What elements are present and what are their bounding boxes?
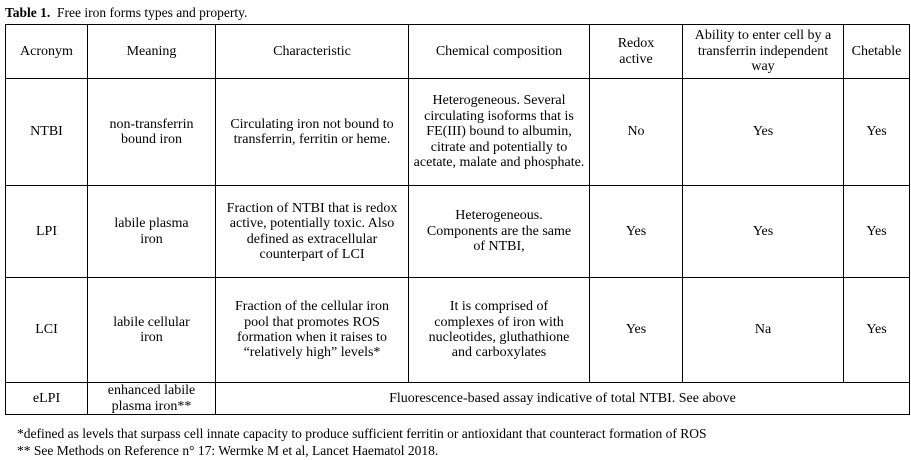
cell-redox: Yes [590, 186, 683, 278]
table-row [6, 278, 910, 383]
caption-label: Table 1. [5, 5, 51, 20]
iron-forms-table [5, 24, 910, 415]
cell-composition: Heterogeneous. Several circulating isoforms that is FE(III) bound to albumin, citrate and potentially to acetate, malate and phosphate. [409, 79, 590, 186]
table-caption [5, 3, 247, 23]
cell-meaning: non-transferrin bound iron [88, 79, 216, 186]
cell-redox: Yes [590, 278, 683, 383]
table-row [6, 79, 910, 186]
cell-chetable: Yes [844, 186, 910, 278]
header-characteristic: Characteristic [216, 25, 409, 79]
header-chetable: Chetable [844, 25, 910, 79]
cell-characteristic: Fraction of NTBI that is redox active, potentially toxic. Also defined as extracellular counterpart of LCI [216, 186, 409, 278]
cell-merged-description: Fluorescence-based assay indicative of total NTBI. See above [216, 383, 910, 415]
cell-acronym: LPI [6, 186, 88, 278]
header-redox-active: Redox active [590, 25, 683, 79]
cell-chetable: Yes [844, 278, 910, 383]
cell-meaning: labile plasma iron [88, 186, 216, 278]
header-acronym: Acronym [6, 25, 88, 79]
header-chemical-composition: Chemical composition [409, 25, 590, 79]
table-footnotes [17, 425, 707, 459]
cell-acronym: LCI [6, 278, 88, 383]
cell-chetable: Yes [844, 79, 910, 186]
header-row [6, 25, 910, 79]
table-row [6, 186, 910, 278]
footnote-1: *defined as levels that surpass cell innate capacity to produce sufficient ferritin or antioxidant that counteract formation of ROS [17, 426, 707, 441]
cell-characteristic: Fraction of the cellular iron pool that promotes ROS formation when it raises to “relatively high” levels* [216, 278, 409, 383]
cell-acronym: NTBI [6, 79, 88, 186]
cell-enter-cell: Yes [683, 186, 844, 278]
caption-text: Free iron forms types and property. [57, 5, 248, 20]
cell-enter-cell: Yes [683, 79, 844, 186]
cell-enter-cell: Na [683, 278, 844, 383]
header-meaning: Meaning [88, 25, 216, 79]
table-row [6, 383, 910, 415]
cell-composition: It is comprised of complexes of iron with nucleotides, gluthathione and carboxylates [409, 278, 590, 383]
cell-meaning: enhanced labile plasma iron** [88, 383, 216, 415]
header-enter-cell: Ability to enter cell by a transferrin independent way [683, 25, 844, 79]
footnote-2: ** See Methods on Reference n° 17: Wermke M et al, Lancet Haematol 2018. [17, 443, 439, 458]
cell-composition: Heterogeneous. Components are the same of NTBI, [409, 186, 590, 278]
cell-redox: No [590, 79, 683, 186]
cell-characteristic: Circulating iron not bound to transferrin, ferritin or heme. [216, 79, 409, 186]
cell-meaning: labile cellular iron [88, 278, 216, 383]
cell-acronym: eLPI [6, 383, 88, 415]
